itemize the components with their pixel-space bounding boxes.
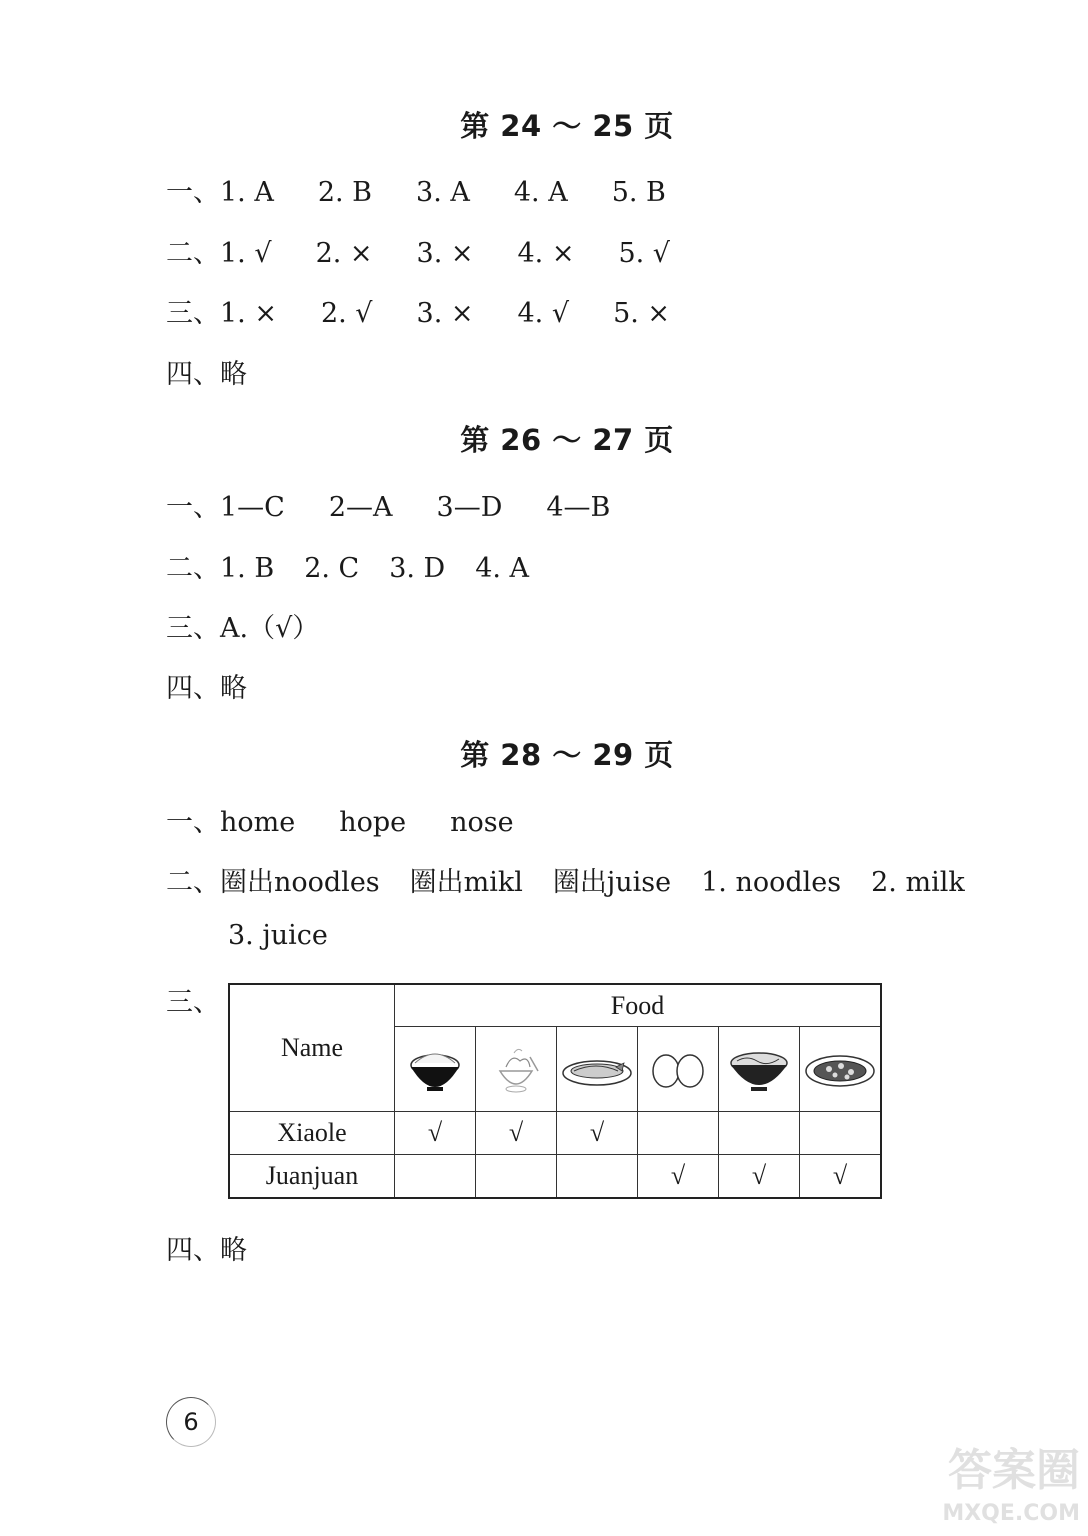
- check-cell: [557, 1155, 638, 1199]
- answer-item: 2. √: [320, 298, 373, 329]
- answer-line: [166, 860, 965, 899]
- answer-line: [166, 606, 349, 645]
- answer-item: 3—D: [436, 492, 503, 523]
- answer-item: 圈出juise: [552, 867, 672, 898]
- question-number: 三、: [166, 987, 220, 1018]
- check-cell: √: [557, 1112, 638, 1155]
- answer-item: 3. D: [389, 553, 446, 584]
- check-cell: √: [800, 1155, 882, 1199]
- answer-item: 2. B: [317, 177, 373, 208]
- answer-continuation: 3. juice: [228, 920, 328, 951]
- answer-item: 3. ×: [416, 298, 474, 329]
- answer-item: 圈出noodles: [220, 867, 380, 898]
- check-cell: [395, 1155, 476, 1199]
- dumpling-bowl-icon: [476, 1027, 557, 1112]
- watermark-cn: 答案圈: [948, 1445, 1080, 1496]
- answer-item: 4. ×: [517, 238, 575, 269]
- check-cell: √: [719, 1155, 800, 1199]
- check-cell: √: [638, 1155, 719, 1199]
- answer-item: home: [220, 807, 296, 838]
- check-cell: √: [395, 1112, 476, 1155]
- answer-item: 2. milk: [871, 867, 965, 898]
- answer-item: 圈出mikl: [409, 867, 523, 898]
- answer-line: [166, 231, 714, 270]
- check-cell: [638, 1112, 719, 1155]
- answer-item: 5. B: [611, 177, 666, 208]
- answer-item: 略: [220, 1235, 247, 1266]
- question-number: 二、: [166, 553, 220, 584]
- answer-line: [166, 352, 277, 391]
- answer-item: hope: [339, 807, 407, 838]
- watermark-logo: [910, 1434, 1080, 1526]
- answer-item: 5. √: [618, 238, 671, 269]
- check-cell: [719, 1112, 800, 1155]
- answer-item: 5. ×: [613, 298, 671, 329]
- answer-item: 1. noodles: [701, 867, 842, 898]
- answer-item: 4. A: [513, 177, 568, 208]
- food-table: [228, 983, 882, 1199]
- question-number: 四、: [166, 673, 220, 704]
- rice-bowl-icon: [395, 1027, 476, 1112]
- watermark-en: MXQE.COM: [942, 1501, 1080, 1526]
- answer-line: [166, 1228, 277, 1267]
- answer-item: 4. A: [475, 553, 530, 584]
- food-header: Food: [395, 984, 882, 1027]
- answer-item: 2. C: [304, 553, 360, 584]
- question-number: 一、: [166, 492, 220, 523]
- answer-item: 3. A: [416, 177, 470, 208]
- answer-item: 2. ×: [315, 238, 373, 269]
- check-cell: √: [476, 1112, 557, 1155]
- answer-line: [166, 170, 710, 209]
- question-number: 二、: [166, 867, 220, 898]
- table-row: [229, 1112, 881, 1155]
- answer-item: 3. ×: [416, 238, 474, 269]
- meat-plate-icon: [800, 1027, 882, 1112]
- answer-item: 4—B: [546, 492, 611, 523]
- answer-line: [166, 291, 714, 330]
- name-header: Name: [229, 984, 395, 1112]
- question-number: 一、: [166, 177, 220, 208]
- answer-item: 略: [220, 359, 247, 390]
- section-heading-1: 第 24 ～ 25 页: [460, 109, 674, 143]
- answer-item: 1. B: [220, 553, 275, 584]
- fish-plate-icon: [557, 1027, 638, 1112]
- question-number: 二、: [166, 238, 220, 269]
- row-name: Juanjuan: [229, 1155, 395, 1199]
- answer-item: 4. √: [517, 298, 570, 329]
- question-number: 四、: [166, 1235, 220, 1266]
- answer-item: 2—A: [328, 492, 393, 523]
- answer-item: 1. ×: [220, 298, 277, 329]
- page-number: 6: [166, 1397, 216, 1447]
- answer-item: 1. A: [220, 177, 274, 208]
- answer-item: 1. √: [220, 238, 272, 269]
- noodle-soup-icon: [719, 1027, 800, 1112]
- section-heading-3: 第 28 ～ 29 页: [460, 738, 674, 772]
- question-number: 四、: [166, 359, 220, 390]
- row-name: Xiaole: [229, 1112, 395, 1155]
- check-cell: [476, 1155, 557, 1199]
- answer-item: 略: [220, 673, 247, 704]
- answer-line: [166, 800, 558, 839]
- answer-item: 1—C: [220, 492, 285, 523]
- answer-item: nose: [450, 807, 514, 838]
- table-row: [229, 1155, 881, 1199]
- answer-line: [166, 546, 559, 585]
- question-number: 三、: [166, 298, 220, 329]
- answer-line: [166, 666, 277, 705]
- answer-line: [166, 485, 654, 524]
- check-cell: [800, 1112, 882, 1155]
- eggs-icon: [638, 1027, 719, 1112]
- question-number: 一、: [166, 807, 220, 838]
- question-number: 三、: [166, 613, 220, 644]
- answer-item: A.（√）: [220, 613, 320, 644]
- section-heading-2: 第 26 ～ 27 页: [460, 423, 674, 457]
